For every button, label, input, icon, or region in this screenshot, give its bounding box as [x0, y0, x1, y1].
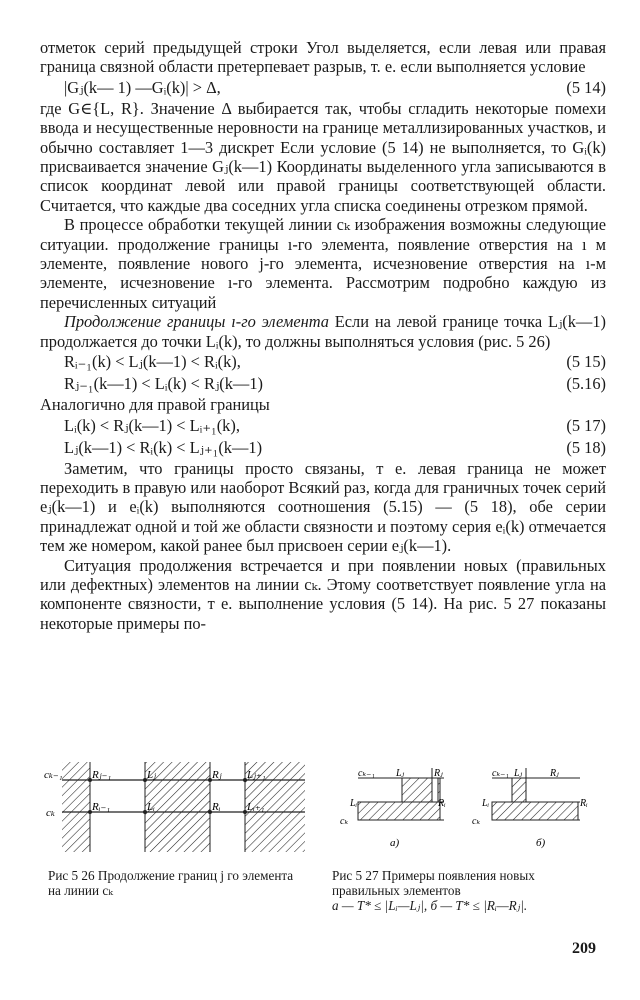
equation-number: (5.16): [566, 374, 606, 394]
label-Lj: Lⱼ: [396, 768, 405, 779]
label-Ri: Rᵢ: [438, 798, 446, 809]
paragraph-5: Аналогично для правой границы: [40, 395, 270, 415]
equation-expr: Lⱼ(k—1) < Rᵢ(k) < Lⱼ₊₁(k—1): [64, 437, 263, 457]
label-Li: Lᵢ: [482, 798, 490, 809]
label-ck: cₖ: [340, 816, 349, 827]
label-Rj-1: Rⱼ₋₁: [92, 769, 112, 781]
label-ck-prev: cₖ₋₁: [358, 768, 375, 779]
label-Lj+1: Lⱼ₊₁: [247, 769, 266, 781]
section-heading-italic: Продолжение границы ı-го элемента: [64, 312, 329, 332]
label-Li+1: Lᵢ₊₁: [247, 801, 265, 813]
label-Ri: Rᵢ: [212, 801, 221, 813]
label-ck-prev: cₖ₋₁: [44, 769, 63, 781]
label-Rj: Rⱼ: [212, 769, 222, 781]
label-a: а): [390, 837, 400, 849]
label-Lj: Lⱼ: [514, 768, 523, 779]
label-Rj: Rⱼ: [434, 768, 443, 779]
paragraph-2: где G∈{L, R}. Значение Δ выбирается так, чтобы сгладить некоторые помехи ввода и несущественные неровности на границе металлизированных участков, и обычно составляет 1—3 дискрет Если условие (5 14) не выполняется, то Gᵢ(k) присваивается значение Gⱼ(k—1) Координаты выделенного угла записываются в список координат левой или правой границы соответствующей области. Считается, что каждые два соседних угла списка соединены отрезком прямой.: [40, 98, 606, 215]
hatched-region: [62, 762, 90, 852]
label-ck: cₖ: [46, 807, 55, 819]
label-ck-prev: cₖ₋₁: [492, 768, 509, 779]
equation-expr: |Gⱼ(k— 1) —Gᵢ(k)| > Δ,: [64, 77, 221, 97]
label-Ri-1: Rᵢ₋₁: [92, 801, 111, 813]
equation-expr: Rᵢ₋₁(k) < Lⱼ(k—1) < Rᵢ(k),: [64, 352, 241, 372]
paragraph-1: отметок серий предыдущей строки Угол выделяется, если левая или правая граница связной области претерпевает разрыв, т. е. если выполняется условие: [40, 38, 606, 77]
equation-number: (5 17): [566, 415, 606, 435]
page-number: 209: [572, 940, 596, 957]
caption-fig-5-27: [332, 868, 598, 913]
label-Rj: Rⱼ: [550, 768, 559, 779]
figure-5-27b: [472, 768, 588, 849]
paragraph-6: Заметим, что границы просто связаны, т е. левая граница не может переходить в правую или наоборот Всякий раз, когда для граничных точек серий eⱼ(k—1) и eᵢ(k) выполняются соотношения (5.15) — (5 18), обе серии принадлежат одной и той же области связности и поэтому серия eᵢ(k) отмечается тем же номером, какой ранее был присвоен серии eⱼ(k—1).: [40, 458, 606, 556]
figure-5-27a: [340, 768, 446, 849]
equation-5-18: [40, 437, 606, 459]
label-Li: Lᵢ: [147, 801, 155, 813]
caption-fig-5-26: Рис 5 26 Продолжение границ j го элемента на линии cₖ: [48, 868, 294, 898]
equation-number: (5 14): [566, 77, 606, 97]
paragraph-4: [40, 312, 606, 351]
label-b: б): [536, 837, 546, 849]
equation-number: (5 15): [566, 352, 606, 372]
paragraph-3: В процессе обработки текущей линии cₖ изображения возможны следующие ситуации. продолжение границы ı-го элемента, появление отверстия на ı м элементе, появление нового j-го элемента, исчезновение отверстия на ı-м элементе, исчезновение ı-го элемента. Рассмотрим подробно каждую из перечисленных ситуаций: [40, 215, 606, 312]
caption-line: Рис 5 27 Примеры появления новых правильных элементов: [332, 868, 535, 898]
hatched-region: [358, 778, 440, 820]
equation-5-17: [40, 415, 606, 437]
label-Lj: Lⱼ: [147, 769, 157, 781]
label-Ri: Rᵢ: [580, 798, 588, 809]
equation-expr: Rⱼ₋₁(k—1) < Lᵢ(k) < Rⱼ(k—1): [64, 374, 263, 394]
paragraph-4-text: Если на левой границе точка Lⱼ(k—1) продолжается до точки Lᵢ(k), то должны выполняться условия (рис. 5 26): [40, 312, 606, 351]
figures: [40, 758, 606, 868]
equation-5-15: [40, 351, 606, 373]
hatched-region: [492, 778, 578, 820]
label-Li: Lᵢ: [350, 798, 358, 809]
label-ck: cₖ: [472, 816, 481, 827]
equation-5-14: [40, 77, 606, 99]
text-body: [40, 38, 606, 633]
equation-5-16: [40, 373, 606, 395]
caption-line-formula: а — T* ≤ |Lᵢ—Lⱼ|, б — T* ≤ |Rᵢ—Rⱼ|.: [332, 898, 528, 913]
equation-number: (5 18): [566, 437, 606, 457]
paragraph-7: Ситуация продолжения встречается и при появлении новых (правильных или дефектных) элементов на линии cₖ. Этому соответствует появление угла на компоненте связности, т е. выполнение условия (5 14). На рис. 5 27 показаны некоторые примеры по-: [40, 555, 606, 633]
equation-expr: Lᵢ(k) < Rⱼ(k—1) < Lᵢ₊₁(k),: [64, 415, 240, 435]
figure-5-26: [44, 762, 305, 852]
